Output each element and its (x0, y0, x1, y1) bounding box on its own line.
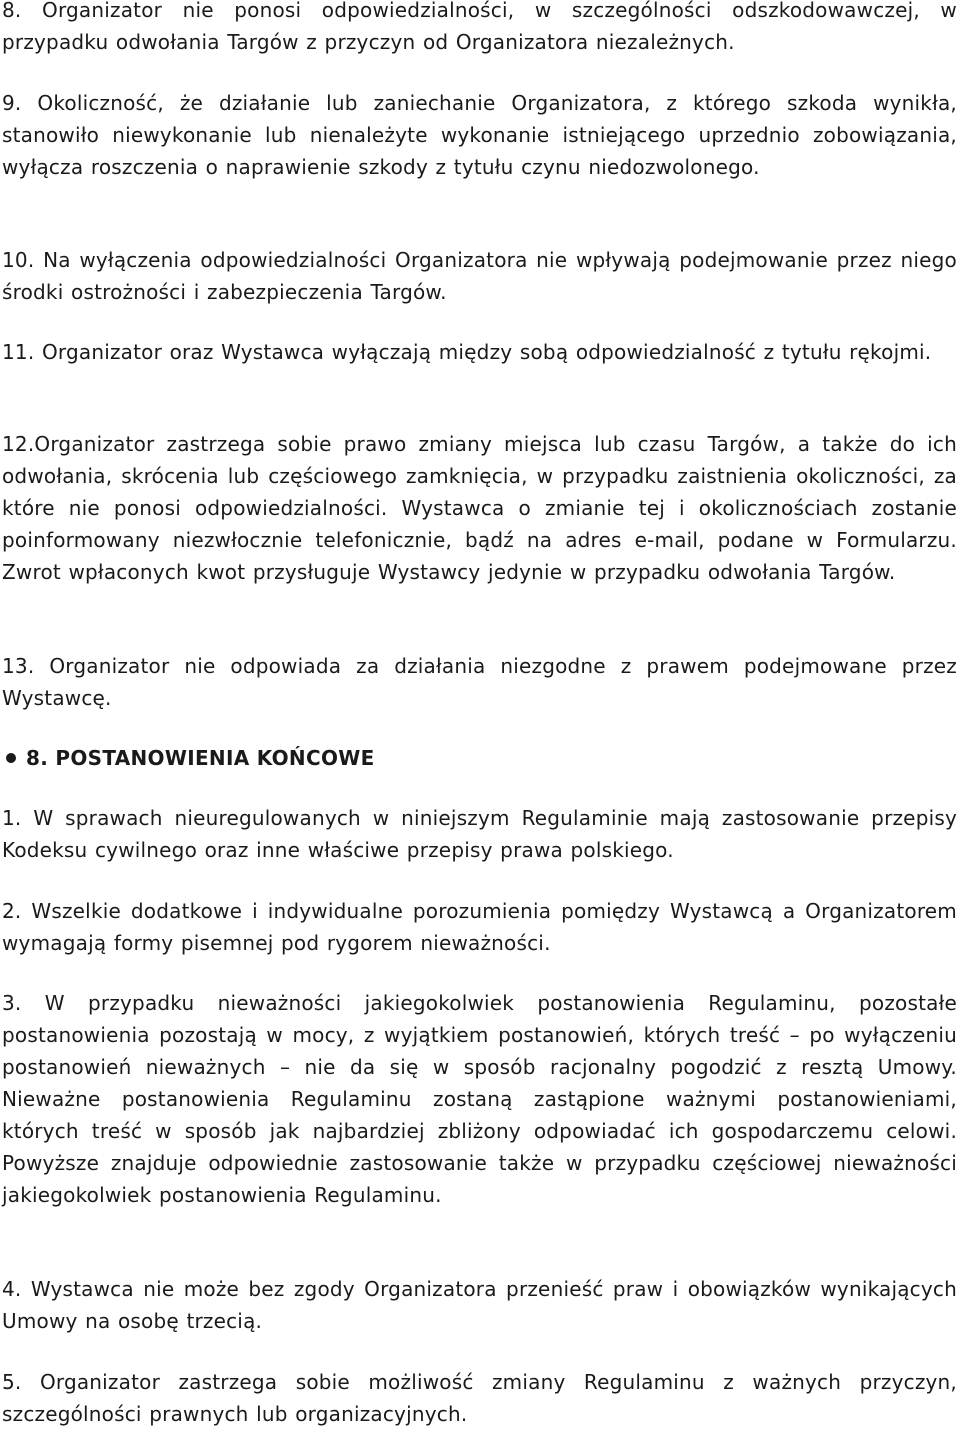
section-heading-text: 8. POSTANOWIENIA KOŃCOWE (26, 746, 375, 770)
paragraph-8: 8. Organizator nie ponosi odpowiedzialności, w szczególności odszkodowawczej, w przypadku odwołania Targów z przyczyn od Organizatora niezależnych. (2, 0, 957, 54)
bullet-icon (2, 742, 22, 774)
paragraph-9: 9. Okoliczność, że działanie lub zaniechanie Organizatora, z którego szkoda wynikła, stanowiło niewykonanie lub nienależyte wykonanie istniejącego uprzednio zobowiązania, wyłącza roszczenia o naprawienie szkody z tytułu czynu niedozwolonego. (2, 91, 957, 179)
final-paragraph-2: 2. Wszelkie dodatkowe i indywidualne porozumienia pomiędzy Wystawcą a Organizatorem wymagają formy pisemnej pod rygorem nieważności. (2, 899, 957, 955)
paragraph-13: 13. Organizator nie odpowiada za działania niezgodne z prawem podejmowane przez Wystawcę. (2, 654, 957, 710)
paragraph-12: 12.Organizator zastrzega sobie prawo zmiany miejsca lub czasu Targów, a także do ich odwołania, skrócenia lub częściowego zamknięcia, w przypadku zaistnienia okoliczności, za które nie ponosi odpowiedzialności. Wystawca o zmianie tej i okolicznościach zostanie poinformowany niezwłocznie telefonicznie, bądź na adres e-mail, podane w Formularzu. Zwrot wpłaconych kwot przysługuje Wystawcy jedynie w przypadku odwołania Targów. (2, 432, 957, 584)
final-paragraph-4: 4. Wystawca nie może bez zgody Organizatora przenieść praw i obowiązków wynikających Umowy na osobę trzecią. (2, 1277, 957, 1333)
section-heading (2, 742, 375, 774)
final-paragraph-3: 3. W przypadku nieważności jakiegokolwiek postanowienia Regulaminu, pozostałe postanowienia pozostają w mocy, z wyjątkiem postanowień, których treść – po wyłączeniu postanowień nieważnych – nie da się w sposób racjonalny pogodzić z resztą Umowy. Nieważne postanowienia Regulaminu zostaną zastąpione ważnymi postanowieniami, których treść w sposób jak najbardziej zbliżony odpowiadać ich gospodarczemu celowi. Powyższe znajduje odpowiednie zastosowanie także w przypadku częściowej nieważności jakiegokolwiek postanowienia Regulaminu. (2, 991, 957, 1207)
final-paragraph-5: 5. Organizator zastrzega sobie możliwość zmiany Regulaminu z ważnych przyczyn, szczególności prawnych lub organizacyjnych. (2, 1370, 957, 1426)
final-paragraph-1: 1. W sprawach nieuregulowanych w niniejszym Regulaminie mają zastosowanie przepisy Kodeksu cywilnego oraz inne właściwe przepisy prawa polskiego. (2, 806, 957, 862)
paragraph-11: 11. Organizator oraz Wystawca wyłączają między sobą odpowiedzialność z tytułu rękojmi. (2, 340, 932, 364)
paragraph-10: 10. Na wyłączenia odpowiedzialności Organizatora nie wpływają podejmowanie przez niego środki ostrożności i zabezpieczenia Targów. (2, 248, 957, 304)
